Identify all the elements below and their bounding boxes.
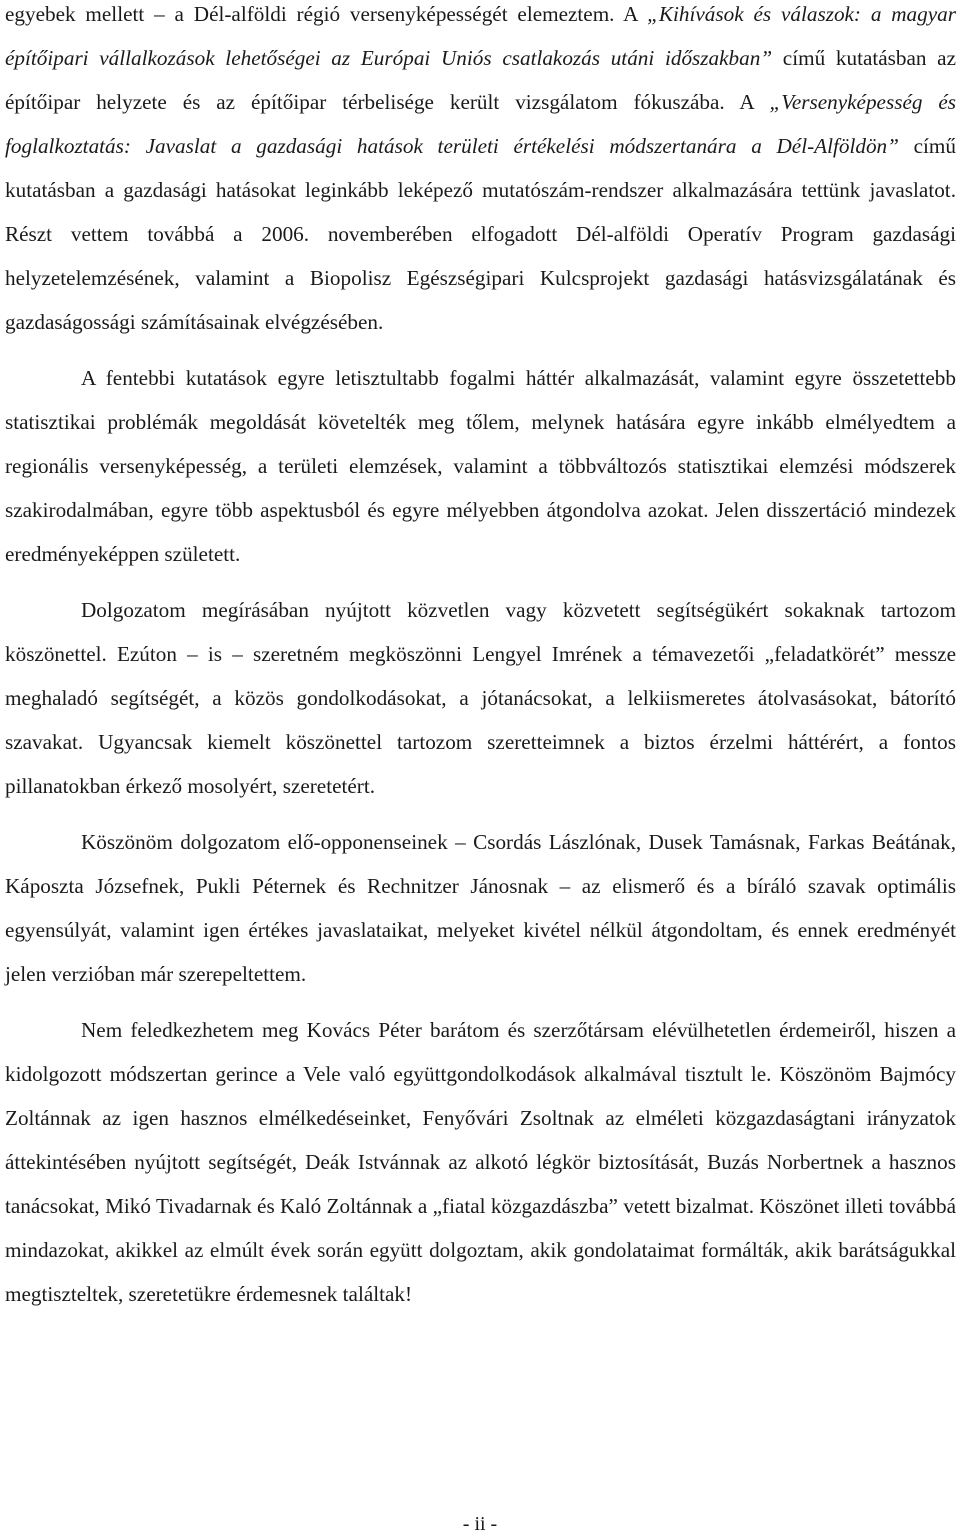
text-run: Köszönöm dolgozatom elő-opponenseinek – Csordás Lászlónak, Dusek Tamásnak, Farkas Beátának, Káposzta Józsefnek, Pukli Péternek és Rechnitzer Jánosnak – az elismerő és a bíráló szavak optimális egyensúlyát, valamint igen értékes javaslataikat, melyeket kivétel nélkül átgondoltam, és ennek eredményét jelen verzióban már szerepeltettem.	[5, 830, 956, 986]
text-run: A fentebbi kutatások egyre letisztultabb fogalmi háttér alkalmazását, valamint egyre összetettebb statisztikai problémák megoldását követelték meg tőlem, melynek hatására egyre inkább elmélyedtem a regionális versenyképesség, a területi elemzések, valamint a többváltozós statisztikai elemzési módszerek szakirodalmában, egyre több aspektusból és egyre mélyebben átgondolva azokat. Jelen disszertáció mindezek eredményeképpen született.	[5, 366, 956, 566]
italic-title-run: „Kihívások és válaszok: a magyar építőipari vállalkozások lehetőségei az Európai Uniós csatlakozás utáni időszakban”	[5, 2, 956, 70]
paragraph-3	[5, 588, 956, 808]
text-run: Dolgozatom megírásában nyújtott közvetlen vagy közvetett segítségükért sokaknak tartozom köszönettel. Ezúton – is – szeretném megköszönni Lengyel Imrének a témavezetői „feladatkörét” messze meghaladó segítségét, a közös gondolkodásokat, a jótanácsokat, a lelkiismeretes átolvasásokat, bátorító szavakat. Ugyancsak kiemelt köszönettel tartozom szeretteimnek a biztos érzelmi háttérért, a fontos pillanatokban érkező mosolyért, szeretetért.	[5, 598, 956, 798]
text-run: című kutatásban a gazdasági hatásokat leginkább leképező mutatószám-rendszer alkalmazására tettünk javaslatot. Részt vettem továbbá a 2006. novemberében elfogadott Dél-alföldi Operatív Program gazdasági helyzetelemzésének, valamint a Biopolisz Egészségipari Kulcsprojekt gazdasági hatásvizsgálatának és gazdaságossági számításainak elvégzésében.	[5, 134, 956, 334]
text-run: Nem feledkezhetem meg Kovács Péter barátom és szerzőtársam elévülhetetlen érdemeiről, hiszen a kidolgozott módszertan gerince a Vele való együttgondolkodások alkalmával tisztult le. Köszönöm Bajmócy Zoltánnak az igen hasznos elmélkedéseinket, Fenyővári Zsoltnak az elméleti közgazdaságtani irányzatok áttekintésében nyújtott segítségét, Deák Istvánnak az alkotó légkör biztosítását, Buzás Norbertnek a hasznos tanácsokat, Mikó Tivadarnak és Kaló Zoltánnak a „fiatal közgazdászba” vetett bizalmat. Köszönet illeti továbbá mindazokat, akikkel az elmúlt évek során együtt dolgoztam, akik gondolataimat formálták, akik barátságukkal megtiszteltek, szeretetükre érdemesnek találtak!	[5, 1018, 956, 1306]
document-body	[5, 0, 956, 1328]
text-run: egyebek mellett – a Dél-alföldi régió versenyképességét elemeztem. A	[5, 2, 648, 26]
italic-title-run: „Versenyképesség és foglalkoztatás: Javaslat a gazdasági hatások területi értékelési módszertanára a Dél-Alföldön”	[5, 90, 956, 158]
paragraph-1	[5, 0, 956, 344]
paragraph-4	[5, 820, 956, 996]
page-number: - ii -	[462, 1513, 498, 1535]
paragraph-5	[5, 1008, 956, 1316]
paragraph-2	[5, 356, 956, 576]
text-run: című kutatásban az építőipar helyzete és az építőipar térbelisége került vizsgálatom fókuszába. A	[5, 46, 956, 114]
